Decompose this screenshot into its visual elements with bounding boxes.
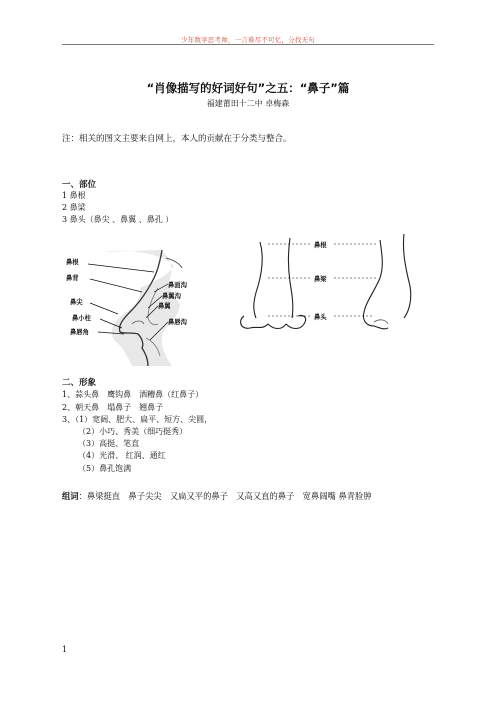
part-item: 2 鼻梁 <box>62 203 86 212</box>
shape-line: （5）鼻孔饱满 <box>78 464 132 473</box>
label-columella: 鼻小柱 <box>72 315 91 322</box>
label-alar-groove: 鼻翼沟 <box>162 293 181 300</box>
part-item: 1 鼻根 <box>62 191 86 200</box>
part-item: 3 鼻头（鼻尖 、鼻翼 、鼻孔 ） <box>62 215 174 224</box>
label-nasofacial-fold: 鼻面沟 <box>168 282 187 289</box>
label-nose-bridge: 鼻梁 <box>314 276 327 283</box>
header-rule <box>62 44 434 45</box>
note-text: 注：相关的图文主要来自网上，本人的贡献在于分类与整合。 <box>62 134 292 144</box>
shape-line: 3、（1）宽阔、肥大、扁平、短方、尖圆， <box>62 415 213 424</box>
label-nasolabial-angle: 鼻唇角 <box>70 329 89 336</box>
shape-line: 2、朝天鼻 塌鼻子 翘鼻子 <box>62 403 164 412</box>
label-nose-head: 鼻头 <box>314 314 327 321</box>
section-heading-shapes: 二、形象 <box>62 378 97 388</box>
vocab-paragraph <box>62 490 434 503</box>
page-title: “肖像描写的好词好句”之五：“鼻子”篇 <box>146 81 350 95</box>
label-nose-wing: 鼻翼 <box>158 303 171 310</box>
page-number: 1 <box>62 645 68 654</box>
label-nose-root-2: 鼻根 <box>314 242 327 249</box>
page-header: 少年数学思考帅，一言难尽不可忆，分找无句 <box>181 36 315 44</box>
label-nasolabial-groove: 鼻唇沟 <box>168 319 187 326</box>
author-line: 福建莆田十二中 卓梅森 <box>206 99 290 108</box>
shape-line: （4）光滑、 红润、通红 <box>78 451 166 460</box>
section-heading-parts: 一、部位 <box>62 180 97 190</box>
shape-line: （3）高挺、笔直 <box>78 439 140 448</box>
vocab-text: ：鼻梁挺直 鼻子尖尖 又扁又平的鼻子 又高又直的鼻子 宽鼻阔嘴 鼻青脸肿 <box>78 491 372 501</box>
nose-line-figure <box>234 232 434 342</box>
label-nose-tip: 鼻尖 <box>70 299 83 306</box>
label-nose-root: 鼻根 <box>66 259 79 266</box>
vocab-label: 组词 <box>62 491 79 501</box>
nose-profile-figure <box>62 248 232 368</box>
shape-line: 1、蒜头鼻 鹰钩鼻 酒糟鼻（红鼻子） <box>62 390 204 399</box>
label-nose-back: 鼻背 <box>66 275 79 282</box>
shape-line: （2）小巧、秀美（细巧挺秀） <box>78 427 188 436</box>
